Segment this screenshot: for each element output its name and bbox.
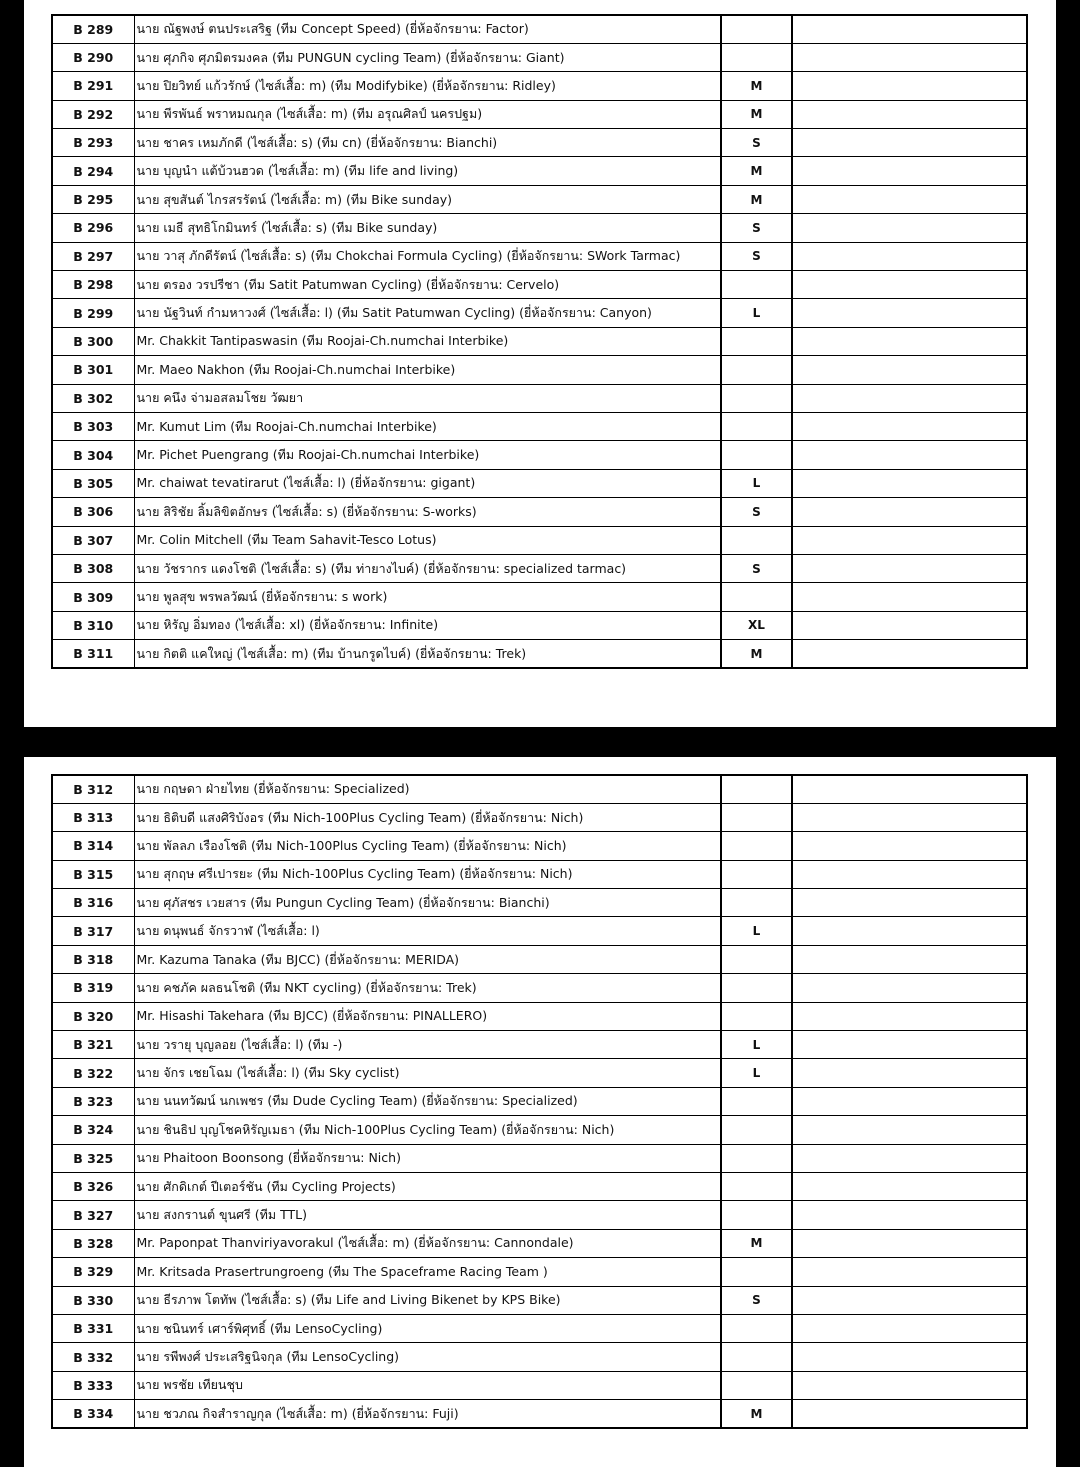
shirt-size-cell (721, 1002, 792, 1030)
table-row (52, 526, 1027, 554)
bib-cell: B 293 (52, 129, 134, 157)
bib-cell: B 304 (52, 441, 134, 469)
table-row (52, 1343, 1027, 1371)
shirt-size-cell: M (721, 640, 792, 668)
bib-cell: B 325 (52, 1144, 134, 1172)
bib-cell: B 299 (52, 299, 134, 327)
name-cell: นาย นัฐวินท์ กำมหาวงศ์ (ไซส์เสื้อ: l) (ทีม Satit Patumwan Cycling) (ยี่ห้อจักรยาน: Canyon) (134, 299, 721, 327)
name-cell: Mr. Kazuma Tanaka (ทีม BJCC) (ยี่ห้อจักรยาน: MERIDA) (134, 945, 721, 973)
shirt-size-cell (721, 860, 792, 888)
table-row (52, 583, 1027, 611)
table-row (52, 1286, 1027, 1314)
bib-cell: B 322 (52, 1059, 134, 1087)
name-cell: นาย วาสุ ภักดีรัตน์ (ไซส์เสื้อ: s) (ทีม Chokchai Formula Cycling) (ยี่ห้อจักรยาน: SWork Tarmac) (134, 242, 721, 270)
name-cell: นาย พีรพันธ์ พราหมณกุล (ไซส์เสื้อ: m) (ทีม อรุณศิลป์ นครปฐม) (134, 100, 721, 128)
name-cell: นาย ชวภณ กิจสำราญกุล (ไซส์เสื้อ: m) (ยี่ห้อจักรยาน: Fuji) (134, 1400, 721, 1428)
shirt-size-cell: S (721, 214, 792, 242)
bib-cell: B 303 (52, 412, 134, 440)
bib-cell: B 332 (52, 1343, 134, 1371)
empty-cell (792, 860, 1027, 888)
name-cell: Mr. Maeo Nakhon (ทีม Roojai-Ch.numchai Interbike) (134, 356, 721, 384)
empty-cell (792, 1201, 1027, 1229)
bib-cell: B 329 (52, 1258, 134, 1286)
name-cell: นาย พัลลภ เรืองโชติ (ทีม Nich-100Plus Cycling Team) (ยี่ห้อจักรยาน: Nich) (134, 832, 721, 860)
table-row (52, 1116, 1027, 1144)
table-row (52, 157, 1027, 185)
name-cell: นาย จักร เชยโฉม (ไซส์เสื้อ: l) (ทีม Sky cyclist) (134, 1059, 721, 1087)
name-cell: นาย กิตติ แคใหญ่ (ไซส์เสื้อ: m) (ทีม บ้านกรูดไบค์) (ยี่ห้อจักรยาน: Trek) (134, 640, 721, 668)
empty-cell (792, 384, 1027, 412)
bib-cell: B 314 (52, 832, 134, 860)
shirt-size-cell: S (721, 242, 792, 270)
empty-cell (792, 775, 1027, 803)
table-row (52, 1087, 1027, 1115)
shirt-size-cell (721, 441, 792, 469)
document-page-1 (24, 0, 1056, 727)
empty-cell (792, 185, 1027, 213)
empty-cell (792, 1229, 1027, 1257)
bib-cell: B 297 (52, 242, 134, 270)
empty-cell (792, 72, 1027, 100)
bib-cell: B 313 (52, 803, 134, 831)
table-row (52, 974, 1027, 1002)
bib-cell: B 333 (52, 1371, 134, 1399)
name-cell: นาย สุกฤษ ศรีเปารยะ (ทีม Nich-100Plus Cycling Team) (ยี่ห้อจักรยาน: Nich) (134, 860, 721, 888)
name-cell: Mr. Kumut Lim (ทีม Roojai-Ch.numchai Interbike) (134, 412, 721, 440)
empty-cell (792, 1059, 1027, 1087)
table-row (52, 242, 1027, 270)
shirt-size-cell: S (721, 498, 792, 526)
empty-cell (792, 1144, 1027, 1172)
shirt-size-cell: S (721, 1286, 792, 1314)
shirt-size-cell (721, 889, 792, 917)
shirt-size-cell: M (721, 157, 792, 185)
empty-cell (792, 1286, 1027, 1314)
name-cell: นาย ดนุพนธ์ จักรวาฬ (ไซส์เสื้อ: l) (134, 917, 721, 945)
bib-cell: B 307 (52, 526, 134, 554)
shirt-size-cell: L (721, 917, 792, 945)
empty-cell (792, 1031, 1027, 1059)
table-row (52, 412, 1027, 440)
table-row (52, 327, 1027, 355)
table-row (52, 384, 1027, 412)
shirt-size-cell (721, 43, 792, 71)
table-row (52, 15, 1027, 43)
name-cell: Mr. Paponpat Thanviriyavorakul (ไซส์เสื้อ: m) (ยี่ห้อจักรยาน: Cannondale) (134, 1229, 721, 1257)
empty-cell (792, 1116, 1027, 1144)
name-cell: นาย บุญนำ แต้บ้วนฮวด (ไซส์เสื้อ: m) (ทีม life and living) (134, 157, 721, 185)
empty-cell (792, 803, 1027, 831)
name-cell: นาย พรชัย เทียนชุบ (134, 1371, 721, 1399)
name-cell: Mr. Pichet Puengrang (ทีม Roojai-Ch.numchai Interbike) (134, 441, 721, 469)
empty-cell (792, 43, 1027, 71)
name-cell: นาย ศักดิเกต์ ปีเตอร์ชัน (ทีม Cycling Projects) (134, 1172, 721, 1200)
shirt-size-cell (721, 974, 792, 1002)
empty-cell (792, 583, 1027, 611)
name-cell: นาย สุขสันต์ ไกรสรรัตน์ (ไซส์เสื้อ: m) (ทีม Bike sunday) (134, 185, 721, 213)
shirt-size-cell (721, 271, 792, 299)
bib-cell: B 319 (52, 974, 134, 1002)
empty-cell (792, 412, 1027, 440)
name-cell: นาย เมธี สุทธิโกมินทร์ (ไซส์เสื้อ: s) (ทีม Bike sunday) (134, 214, 721, 242)
shirt-size-cell: L (721, 469, 792, 497)
name-cell: Mr. Kritsada Prasertrungroeng (ทีม The Spaceframe Racing Team ) (134, 1258, 721, 1286)
table-row (52, 1371, 1027, 1399)
shirt-size-cell: L (721, 1031, 792, 1059)
empty-cell (792, 100, 1027, 128)
table-row (52, 43, 1027, 71)
bib-cell: B 321 (52, 1031, 134, 1059)
document-page-2 (24, 757, 1056, 1467)
bib-cell: B 294 (52, 157, 134, 185)
bib-cell: B 309 (52, 583, 134, 611)
shirt-size-cell (721, 583, 792, 611)
name-cell: นาย ชนินทร์ เศาร์พิศุทธิ์ (ทีม LensoCycling) (134, 1314, 721, 1342)
bib-cell: B 330 (52, 1286, 134, 1314)
shirt-size-cell (721, 356, 792, 384)
bib-cell: B 317 (52, 917, 134, 945)
shirt-size-cell: M (721, 1229, 792, 1257)
roster-table (51, 14, 1028, 669)
empty-cell (792, 271, 1027, 299)
name-cell: Mr. Hisashi Takehara (ทีม BJCC) (ยี่ห้อจักรยาน: PINALLERO) (134, 1002, 721, 1030)
bib-cell: B 334 (52, 1400, 134, 1428)
shirt-size-cell (721, 1144, 792, 1172)
name-cell: นาย พูลสุข พรพลวัฒน์ (ยี่ห้อจักรยาน: s work) (134, 583, 721, 611)
bib-cell: B 289 (52, 15, 134, 43)
name-cell: นาย ศุภกิจ ศุภมิตรมงคล (ทีม PUNGUN cycling Team) (ยี่ห้อจักรยาน: Giant) (134, 43, 721, 71)
bib-cell: B 312 (52, 775, 134, 803)
empty-cell (792, 1002, 1027, 1030)
table-row (52, 356, 1027, 384)
name-cell: นาย ธิติบดี แสงศิริบังอร (ทีม Nich-100Plus Cycling Team) (ยี่ห้อจักรยาน: Nich) (134, 803, 721, 831)
empty-cell (792, 1371, 1027, 1399)
shirt-size-cell (721, 775, 792, 803)
bib-cell: B 301 (52, 356, 134, 384)
name-cell: Mr. Chakkit Tantipaswasin (ทีม Roojai-Ch.numchai Interbike) (134, 327, 721, 355)
name-cell: นาย ชาคร เหมภักดี (ไซส์เสื้อ: s) (ทีม cn) (ยี่ห้อจักรยาน: Bianchi) (134, 129, 721, 157)
table-row (52, 1002, 1027, 1030)
empty-cell (792, 889, 1027, 917)
bib-cell: B 306 (52, 498, 134, 526)
empty-cell (792, 554, 1027, 582)
shirt-size-cell: M (721, 1400, 792, 1428)
empty-cell (792, 526, 1027, 554)
empty-cell (792, 917, 1027, 945)
bib-cell: B 318 (52, 945, 134, 973)
name-cell: นาย ตรอง วรปรีชา (ทีม Satit Patumwan Cycling) (ยี่ห้อจักรยาน: Cervelo) (134, 271, 721, 299)
shirt-size-cell (721, 945, 792, 973)
roster-table (51, 774, 1028, 1429)
shirt-size-cell (721, 1172, 792, 1200)
empty-cell (792, 1314, 1027, 1342)
shirt-size-cell (721, 327, 792, 355)
table-row (52, 469, 1027, 497)
table-row (52, 100, 1027, 128)
name-cell: นาย ชินธิป บุญโชคหิรัญเมธา (ทีม Nich-100Plus Cycling Team) (ยี่ห้อจักรยาน: Nich) (134, 1116, 721, 1144)
table-row (52, 498, 1027, 526)
table-row (52, 441, 1027, 469)
shirt-size-cell: S (721, 129, 792, 157)
bib-cell: B 315 (52, 860, 134, 888)
table-row (52, 1201, 1027, 1229)
shirt-size-cell (721, 832, 792, 860)
empty-cell (792, 441, 1027, 469)
bib-cell: B 311 (52, 640, 134, 668)
name-cell: นาย คนึง จ่ามอสลมโชย วัฒยา (134, 384, 721, 412)
bib-cell: B 296 (52, 214, 134, 242)
table-row (52, 1229, 1027, 1257)
shirt-size-cell (721, 1314, 792, 1342)
shirt-size-cell: M (721, 100, 792, 128)
shirt-size-cell (721, 1343, 792, 1371)
shirt-size-cell (721, 1201, 792, 1229)
table-row (52, 185, 1027, 213)
name-cell: นาย คชภัค ผลธนโชติ (ทีม NKT cycling) (ยี่ห้อจักรยาน: Trek) (134, 974, 721, 1002)
shirt-size-cell (721, 1258, 792, 1286)
empty-cell (792, 1087, 1027, 1115)
table-row (52, 1144, 1027, 1172)
shirt-size-cell (721, 526, 792, 554)
table-row (52, 1059, 1027, 1087)
name-cell: นาย รพีพงศ์ ประเสริฐนิจกุล (ทีม LensoCycling) (134, 1343, 721, 1371)
empty-cell (792, 974, 1027, 1002)
name-cell: นาย ณัฐพงษ์ ตนประเสริฐ (ทีม Concept Speed) (ยี่ห้อจักรยาน: Factor) (134, 15, 721, 43)
table-row (52, 271, 1027, 299)
empty-cell (792, 945, 1027, 973)
name-cell: นาย วัชรากร แดงโชติ (ไซส์เสื้อ: s) (ทีม ท่ายางไบค์) (ยี่ห้อจักรยาน: specialized tarmac) (134, 554, 721, 582)
table-row (52, 803, 1027, 831)
empty-cell (792, 832, 1027, 860)
table-row (52, 214, 1027, 242)
bib-cell: B 292 (52, 100, 134, 128)
empty-cell (792, 498, 1027, 526)
shirt-size-cell (721, 803, 792, 831)
bib-cell: B 331 (52, 1314, 134, 1342)
table-row (52, 299, 1027, 327)
bib-cell: B 323 (52, 1087, 134, 1115)
empty-cell (792, 299, 1027, 327)
empty-cell (792, 214, 1027, 242)
empty-cell (792, 242, 1027, 270)
empty-cell (792, 356, 1027, 384)
table-row (52, 917, 1027, 945)
shirt-size-cell: XL (721, 611, 792, 639)
empty-cell (792, 15, 1027, 43)
shirt-size-cell (721, 15, 792, 43)
bib-cell: B 326 (52, 1172, 134, 1200)
name-cell: นาย กฤษดา ฝ่ายไทย (ยี่ห้อจักรยาน: Specialized) (134, 775, 721, 803)
name-cell: Mr. chaiwat tevatirarut (ไซส์เสื้อ: l) (ยี่ห้อจักรยาน: gigant) (134, 469, 721, 497)
shirt-size-cell: M (721, 72, 792, 100)
table-row (52, 1258, 1027, 1286)
empty-cell (792, 327, 1027, 355)
table-row (52, 832, 1027, 860)
table-row (52, 889, 1027, 917)
bib-cell: B 308 (52, 554, 134, 582)
name-cell: นาย หิรัญ อิ่มทอง (ไซส์เสื้อ: xl) (ยี่ห้อจักรยาน: Infinite) (134, 611, 721, 639)
table-row (52, 640, 1027, 668)
empty-cell (792, 1400, 1027, 1428)
empty-cell (792, 157, 1027, 185)
table-row (52, 1172, 1027, 1200)
table-row (52, 611, 1027, 639)
empty-cell (792, 611, 1027, 639)
shirt-size-cell (721, 412, 792, 440)
name-cell: นาย นนทวัฒน์ นกเพชร (ทีม Dude Cycling Team) (ยี่ห้อจักรยาน: Specialized) (134, 1087, 721, 1115)
shirt-size-cell: L (721, 299, 792, 327)
name-cell: นาย สิริชัย ลิ้มลิขิตอักษร (ไซส์เสื้อ: s) (ยี่ห้อจักรยาน: S-works) (134, 498, 721, 526)
shirt-size-cell: L (721, 1059, 792, 1087)
name-cell: นาย ธีรภาพ โตทัพ (ไซส์เสื้อ: s) (ทีม Life and Living Bikenet by KPS Bike) (134, 1286, 721, 1314)
empty-cell (792, 1172, 1027, 1200)
table-row (52, 72, 1027, 100)
table-row (52, 860, 1027, 888)
shirt-size-cell (721, 1371, 792, 1399)
table-row (52, 945, 1027, 973)
name-cell: นาย ปิยวิทย์ แก้วรักษ์ (ไซส์เสื้อ: m) (ทีม Modifybike) (ยี่ห้อจักรยาน: Ridley) (134, 72, 721, 100)
empty-cell (792, 469, 1027, 497)
bib-cell: B 305 (52, 469, 134, 497)
empty-cell (792, 640, 1027, 668)
table-row (52, 1031, 1027, 1059)
bib-cell: B 324 (52, 1116, 134, 1144)
table-row (52, 1314, 1027, 1342)
shirt-size-cell: S (721, 554, 792, 582)
bib-cell: B 302 (52, 384, 134, 412)
bib-cell: B 310 (52, 611, 134, 639)
bib-cell: B 295 (52, 185, 134, 213)
bib-cell: B 320 (52, 1002, 134, 1030)
shirt-size-cell (721, 1116, 792, 1144)
shirt-size-cell (721, 1087, 792, 1115)
table-row (52, 554, 1027, 582)
shirt-size-cell: M (721, 185, 792, 213)
empty-cell (792, 1343, 1027, 1371)
bib-cell: B 327 (52, 1201, 134, 1229)
name-cell: นาย สงกรานต์ ขุนศรี (ทีม TTL) (134, 1201, 721, 1229)
bib-cell: B 328 (52, 1229, 134, 1257)
table-row (52, 129, 1027, 157)
name-cell: นาย Phaitoon Boonsong (ยี่ห้อจักรยาน: Nich) (134, 1144, 721, 1172)
name-cell: นาย วรายุ บุญลอย (ไซส์เสื้อ: l) (ทีม -) (134, 1031, 721, 1059)
name-cell: Mr. Colin Mitchell (ทีม Team Sahavit-Tesco Lotus) (134, 526, 721, 554)
empty-cell (792, 129, 1027, 157)
bib-cell: B 298 (52, 271, 134, 299)
shirt-size-cell (721, 384, 792, 412)
table-row (52, 1400, 1027, 1428)
bib-cell: B 290 (52, 43, 134, 71)
table-row (52, 775, 1027, 803)
empty-cell (792, 1258, 1027, 1286)
bib-cell: B 291 (52, 72, 134, 100)
bib-cell: B 300 (52, 327, 134, 355)
bib-cell: B 316 (52, 889, 134, 917)
name-cell: นาย ศุภัสชร เวยสาร (ทีม Pungun Cycling Team) (ยี่ห้อจักรยาน: Bianchi) (134, 889, 721, 917)
